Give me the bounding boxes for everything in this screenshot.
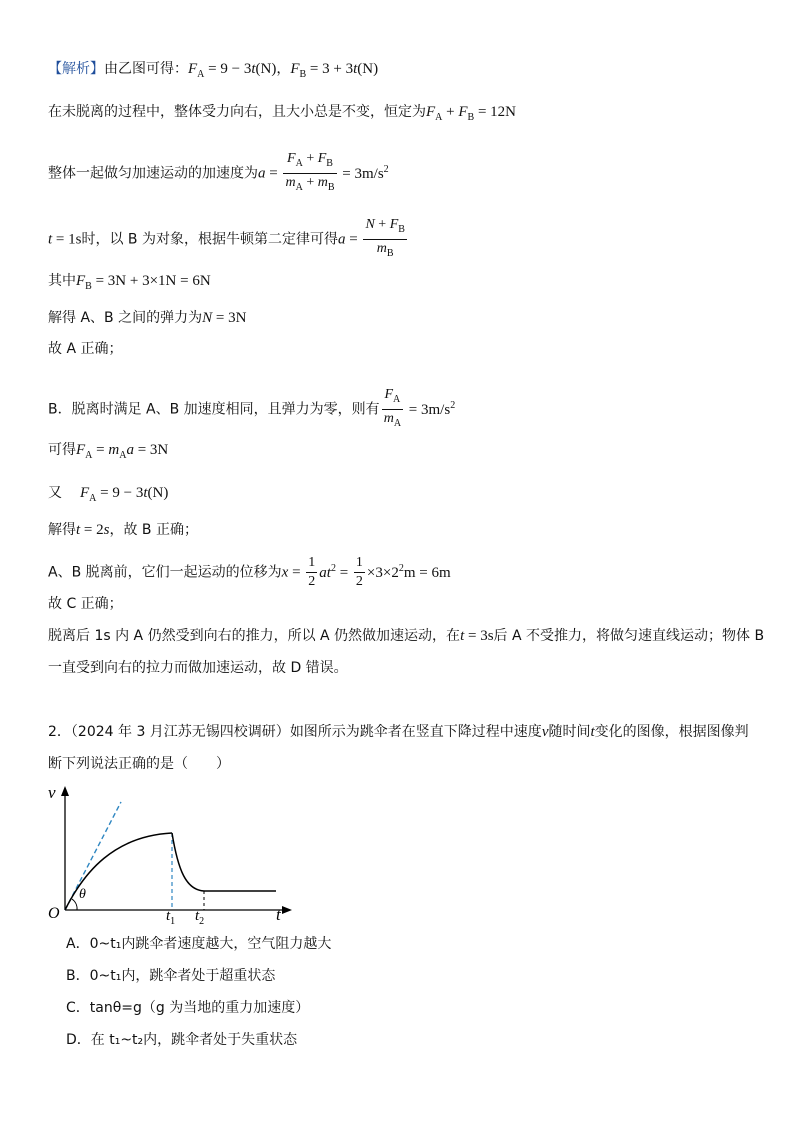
question-stem: 2．（2024 年 3 月江苏无锡四校调研）如图所示为跳伞者在竖直下降过程中速度v随时间t变化的图像，根据图像判 xyxy=(48,724,749,740)
analysis-line-7: 故 A 正确； xyxy=(48,341,123,357)
formula-fb: $F_B = 3 + 3t(N)$ xyxy=(290,61,379,80)
analysis-line-13: 故 C 正确； xyxy=(48,596,123,612)
formula-fa: $F_A = 9 - 3t(N)$ xyxy=(188,61,277,80)
analysis-line-2: 在未脱离的过程中，整体受力向右，且大小总是不变，恒定为$F_A + F_B = 12N$ xyxy=(48,104,517,123)
t2-label: $t_2$ xyxy=(195,908,205,924)
origin-label: O xyxy=(48,905,60,922)
analysis-line-14: 脱离后 1s 内 A 仍然受到向右的推力，所以 A 仍然做加速运动，在t = 3s后 A 不受推力，将做匀速直线运动；物体 B xyxy=(48,628,765,644)
analysis-line-1: 【解析】由乙图可得：$F_A = 9 - 3t(N)$，$F_B = 3 + 3t(N)$ xyxy=(48,61,379,80)
theta-arc xyxy=(72,899,77,910)
analysis-line-9: 可得$F_A = m_Aa = 3N$ xyxy=(48,442,169,461)
analysis-line-15: 一直受到向右的拉力而做加速运动，故 D 错误。 xyxy=(48,660,348,676)
t-axis-label: t xyxy=(276,905,281,924)
option-b[interactable]: B．0~t₁内，跳伞者处于超重状态 xyxy=(66,968,276,984)
v-axis-label: v xyxy=(48,784,56,802)
formula-sum: $F_A + F_B = 12N$ xyxy=(426,104,517,123)
analysis-tag: 【解析】 xyxy=(48,61,104,77)
analysis-line-11: 解得t = 2s，故 B 正确； xyxy=(48,522,198,538)
option-d[interactable]: D．在 t₁~t₂内，跳伞者处于失重状态 xyxy=(66,1032,298,1048)
x-axis-arrow xyxy=(282,906,292,914)
fraction-newton: $\frac{N + F_B}{m_B}$ xyxy=(365,217,405,259)
option-c[interactable]: C．tanθ=g（g 为当地的重力加速度） xyxy=(66,1000,310,1016)
velocity-curve-fall xyxy=(172,833,204,891)
analysis-line-12: A、B 脱离前，它们一起运动的位移为x = $\frac{1}{2}$ $at^2$ = $\frac{1}{2}$ $\times 3\times 2^2m = 6m$ xyxy=(48,555,451,589)
t1-label: $t_1$ xyxy=(166,908,176,924)
option-a[interactable]: A．0~t₁内跳伞者速度越大，空气阻力越大 xyxy=(66,936,332,952)
analysis-line-8: B．脱离时满足 A、B 加速度相同，且弹力为零，则有 $\frac{F_A}{m_A}$ = $3m/s^2$ xyxy=(48,386,455,433)
fraction-accel: $\frac{F_A + F_B}{m_A + m_B}$ xyxy=(285,151,335,193)
y-axis-arrow xyxy=(61,786,69,796)
velocity-time-graph xyxy=(44,784,304,924)
analysis-line-6: 解得 A、B 之间的弹力为N = 3N xyxy=(48,310,247,326)
analysis-line-3: 整体一起做匀加速运动的加速度为a = $\frac{F_A + F_B}{m_A + m_B}$ = $3m/s^2$ xyxy=(48,150,389,197)
fraction-fa-ma: $\frac{F_A}{m_A}$ xyxy=(383,387,402,429)
analysis-line-4: t = 1s时，以 B 为对象，根据牛顿第二定律可得a = $\frac{N + F_B}{m_B}$ xyxy=(48,216,409,263)
analysis-line-10: 又 $F_A = 9 - 3t(N)$ xyxy=(48,485,169,504)
question-stem-cont: 断下列说法正确的是（ ） xyxy=(48,756,230,772)
analysis-line-5: 其中$F_B = 3N + 3\times 1N = 6N$ xyxy=(48,273,211,292)
theta-label: θ xyxy=(79,887,86,902)
question-source: （2024 年 3 月江苏无锡四校调研） xyxy=(70,724,290,740)
